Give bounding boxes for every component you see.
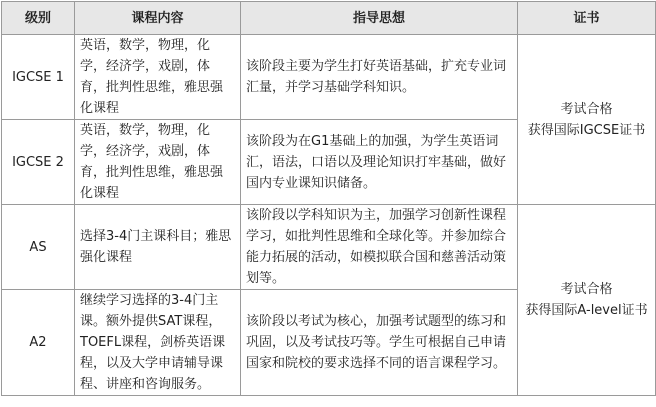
courses-cell: 英语，数学，物理，化学，经济学，戏剧，体育，批判性思维，雅思强化课程 [75,120,241,205]
certificate-cell [518,205,656,396]
header-level: 级别 [2,2,75,35]
philosophy-cell: 该阶段为在G1基础上的加强，为学生英语词汇，语法，口语以及理论知识打牢基础，做好国内专业课知识储备。 [241,120,518,205]
level-cell: AS [2,205,75,290]
certificate-line-2: 获得国际IGCSE证书 [527,122,646,138]
header-philosophy: 指导思想 [241,2,518,35]
certificate-line-2: 获得国际A-level证书 [525,303,648,318]
philosophy-cell: 该阶段以学科知识为主，加强学习创新性课程学习，如批判性思维和全球化等。并参加综合能力拓展的活动，如模拟联合国和慈善活动策划等。 [241,205,518,290]
course-table [1,1,656,396]
course-table-container [1,1,656,396]
header-courses: 课程内容 [75,2,241,35]
table-row [2,205,656,290]
table-row [2,35,656,120]
certificate-line-1: 考试合格 [560,101,613,117]
certificate-cell [518,35,656,205]
philosophy-cell: 该阶段以考试为核心，加强考试题型的练习和巩固，以及考试技巧等。学生可根据自己申请国家和院校的要求选择不同的语言课程学习。 [241,290,518,396]
header-certificate: 证书 [518,2,656,35]
level-cell: IGCSE 1 [2,35,75,120]
table-header-row [2,2,656,35]
courses-cell: 选择3-4门主课科目；雅思强化课程 [75,205,241,290]
certificate-line-1: 考试合格 [560,282,613,297]
level-cell: IGCSE 2 [2,120,75,205]
philosophy-cell: 该阶段主要为学生打好英语基础，扩充专业词汇量，并学习基础学科知识。 [241,35,518,120]
courses-cell: 继续学习选择的3-4门主课。额外提供SAT课程，TOEFL课程，剑桥英语课程，以及大学申请辅导课程、讲座和咨询服务。 [75,290,241,396]
courses-cell: 英语，数学，物理，化学，经济学，戏剧，体育，批判性思维，雅思强化课程 [75,35,241,120]
level-cell: A2 [2,290,75,396]
